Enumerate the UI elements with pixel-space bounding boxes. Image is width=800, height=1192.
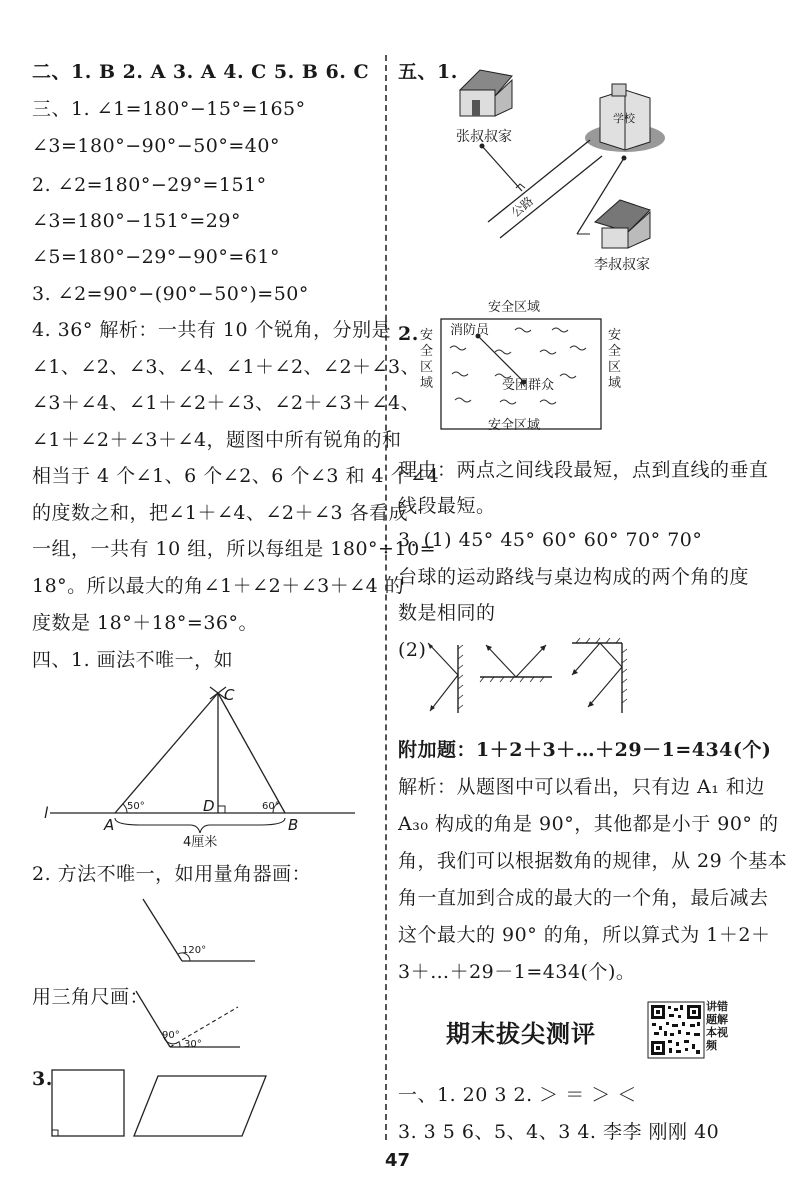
answer-line: ∠1＋∠2＋∠3＋∠4，题图中所有锐角的和 [32, 429, 402, 451]
answer-line: 理由：两点之间线段最短，点到直线的垂直 [398, 459, 769, 481]
answer-line: ∠5=180°−29°−90°=61° [32, 246, 280, 268]
square [52, 1070, 124, 1136]
bonus-answer: 附加题：1＋2＋3＋…＋29－1=434(个) [398, 739, 772, 761]
answer-line: 3. ∠2=90°−(90°−50°)=50° [32, 283, 309, 305]
answer-line-4-1: 四、1. 画法不唯一，如 [32, 649, 234, 671]
side-ac [115, 693, 218, 813]
label-30: 30° [184, 1039, 202, 1050]
path-mid [600, 643, 622, 667]
house-zhang-icon [460, 70, 512, 116]
path-in [486, 645, 516, 677]
answer-line-5-3-2: (2) [398, 639, 427, 661]
perpendicular-line [482, 146, 522, 191]
path-out [430, 675, 458, 711]
answer-line: 2. ∠2=180°−29°=151° [32, 174, 267, 196]
answer-line: A₃₀ 构成的角是 90°，其他都是小于 90° 的 [398, 813, 779, 835]
wall-hatch [458, 645, 463, 709]
answer-line-5-1: 五、1. [398, 61, 458, 83]
answer-line: 相当于 4 个∠1、6 个∠2、6 个∠3 和 4 个∠4 [32, 465, 440, 487]
path-out [516, 645, 546, 677]
right-angle-mark [52, 1130, 58, 1136]
answer-line: 台球的运动路线与桌边构成的两个角的度 [398, 566, 750, 588]
answer-line-final-2: 3. 3 5 6、5、4、3 4. 李李 刚刚 40 [398, 1121, 720, 1143]
label-l: l [44, 804, 49, 822]
section-title: 期末拔尖测评 [446, 1020, 596, 1048]
road-edge [500, 156, 602, 238]
label-li: 李叔叔家 [594, 257, 650, 273]
angle-120-figure [135, 893, 275, 973]
answer-line-4-2: 2. 方法不唯一，如用量角器画： [32, 863, 312, 885]
label-school: 学校 [613, 112, 635, 125]
answer-line-2: 二、1. B 2. A 3. A 4. C 5. B 6. C [32, 61, 370, 83]
label-safe-top: 安全区域 [488, 300, 541, 315]
qr-caption: 讲错题解本视频 [706, 1000, 728, 1052]
answer-line-4-3: 3. [32, 1068, 53, 1090]
label-safe-right: 安全区域 [608, 328, 622, 391]
label-base: 4厘米 [183, 835, 218, 850]
school-point [622, 156, 627, 161]
right-angle-mark [218, 806, 225, 813]
label-victims: 受困群众 [502, 378, 555, 393]
page-number: 47 [385, 1150, 411, 1171]
answer-line: 18°。所以最大的角∠1＋∠2＋∠3＋∠4 的 [32, 575, 405, 597]
answer-line: 线段最短。 [398, 495, 496, 517]
path-out [588, 667, 622, 707]
map-figure [440, 60, 710, 280]
answer-line: 度数是 18°＋18°=36°。 [32, 612, 258, 634]
answer-line: 数是相同的 [398, 602, 496, 624]
label-d: D [203, 797, 215, 815]
qr-code-icon[interactable] [648, 1002, 704, 1058]
answer-line: 4. 36° 解析：一共有 10 个锐角，分别是 [32, 319, 392, 341]
right-angle-mark [516, 184, 525, 188]
answer-line-triangle-ruler: 用三角尺画： [32, 986, 150, 1008]
label-angle-a: 50° [127, 801, 145, 812]
path-in [572, 643, 600, 675]
label-safe-bottom: 安全区域 [488, 418, 541, 433]
answer-line: 角，我们可以根据数角的规律，从 29 个基本 [398, 850, 788, 872]
answer-line: ∠1、∠2、∠3、∠4、∠1＋∠2、∠2＋∠3、 [32, 356, 421, 378]
answer-line: 角一直加到合成的最大的一个角，最后减去 [398, 887, 769, 909]
arrow-head [588, 701, 594, 707]
angle-arc [179, 1042, 180, 1047]
answer-line: ∠3=180°−151°=29° [32, 210, 241, 232]
answer-line-3-1: 三、1. ∠1=180°−15°=165° [32, 98, 306, 120]
floor-hatch [480, 677, 544, 682]
path-in [428, 643, 458, 675]
answer-line: 一组，一共有 10 组，所以每组是 180°÷10= [32, 538, 437, 560]
answer-line: ∠3＋∠4、∠1＋∠2＋∠3、∠2＋∠3＋∠4、 [32, 392, 421, 414]
answer-line: 的度数之和，把∠1＋∠4、∠2＋∠3 各看成 [32, 502, 409, 524]
house-li-icon [595, 200, 650, 248]
dashed-ray [170, 1007, 238, 1047]
answer-line: 解析：从题图中可以看出，只有边 A₁ 和边 [398, 776, 765, 798]
label-a: A [104, 816, 115, 834]
answer-line-final-1: 一、1. 20 3 2. ＞ ＝ ＞ ＜ [398, 1084, 637, 1106]
label-90: 90° [162, 1030, 180, 1041]
label-zhang: 张叔叔家 [456, 129, 512, 145]
parallelogram [134, 1076, 266, 1136]
answer-line: 3＋…＋29－1=434(个)。 [398, 961, 636, 983]
shapes-figure [50, 1068, 290, 1148]
label-c: C [224, 686, 235, 704]
answer-line: ∠3=180°−90°−50°=40° [32, 135, 280, 157]
angle-ray [143, 899, 182, 961]
label-road: 公路 [508, 193, 537, 220]
label-120: 120° [182, 945, 207, 956]
answer-line-5-3: 3. (1) 45° 45° 60° 60° 70° 70° [398, 529, 703, 551]
answer-line: 这个最大的 90° 的角，所以算式为 1＋2＋ [398, 924, 771, 946]
label-safe-left: 安全区域 [420, 328, 434, 391]
side-bc [218, 693, 285, 813]
road-edge [488, 140, 590, 222]
reflection-figures [420, 635, 660, 715]
answer-line-5-2: 2. [398, 323, 419, 345]
label-b: B [288, 816, 299, 834]
label-angle-b: 60° [262, 801, 280, 812]
label-fireman: 消防员 [450, 323, 490, 338]
